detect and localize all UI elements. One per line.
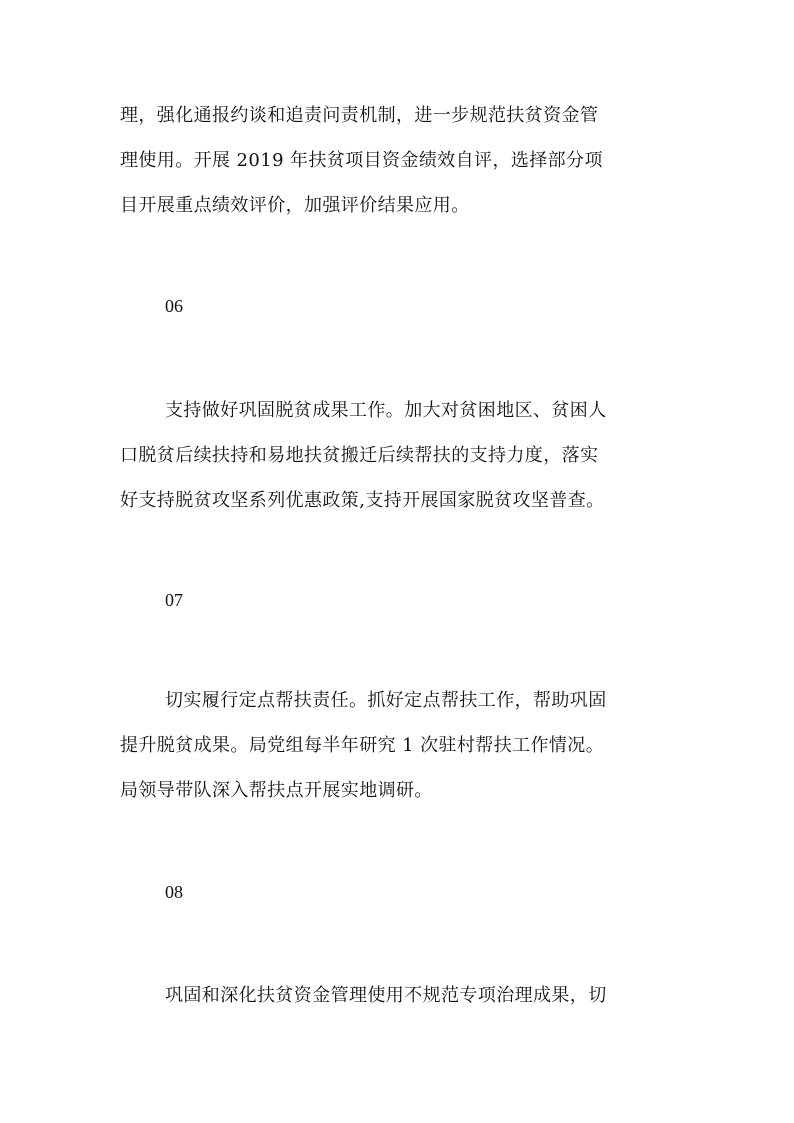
- paragraph-line: 理使用。开展 2019 年扶贫项目资金绩效自评，选择部分项: [120, 150, 603, 171]
- paragraph-line: 巩固和深化扶贫资金管理使用不规范专项治理成果，切: [165, 985, 607, 1006]
- paragraph-line: 局领导带队深入帮扶点开展实地调研。: [120, 780, 433, 801]
- section-number-08: 08: [165, 882, 183, 902]
- section-number-07: 07: [165, 590, 183, 610]
- paragraph-line: 目开展重点绩效评价，加强评价结果应用。: [120, 195, 470, 216]
- paragraph-line: 好支持脱贫攻坚系列优惠政策,支持开展国家脱贫攻坚普查。: [120, 490, 605, 511]
- paragraph-line: 理，强化通报约谈和追责问责机制，进一步规范扶贫资金管: [120, 105, 599, 126]
- paragraph-line: 切实履行定点帮扶责任。抓好定点帮扶工作，帮助巩固: [165, 690, 607, 711]
- paragraph-line: 提升脱贫成果。局党组每半年研究 1 次驻村帮扶工作情况。: [120, 735, 605, 756]
- section-number-06: 06: [165, 296, 183, 316]
- paragraph-line: 支持做好巩固脱贫成果工作。加大对贫困地区、贫困人: [165, 400, 607, 421]
- paragraph-line: 口脱贫后续扶持和易地扶贫搬迁后续帮扶的支持力度，落实: [120, 445, 599, 466]
